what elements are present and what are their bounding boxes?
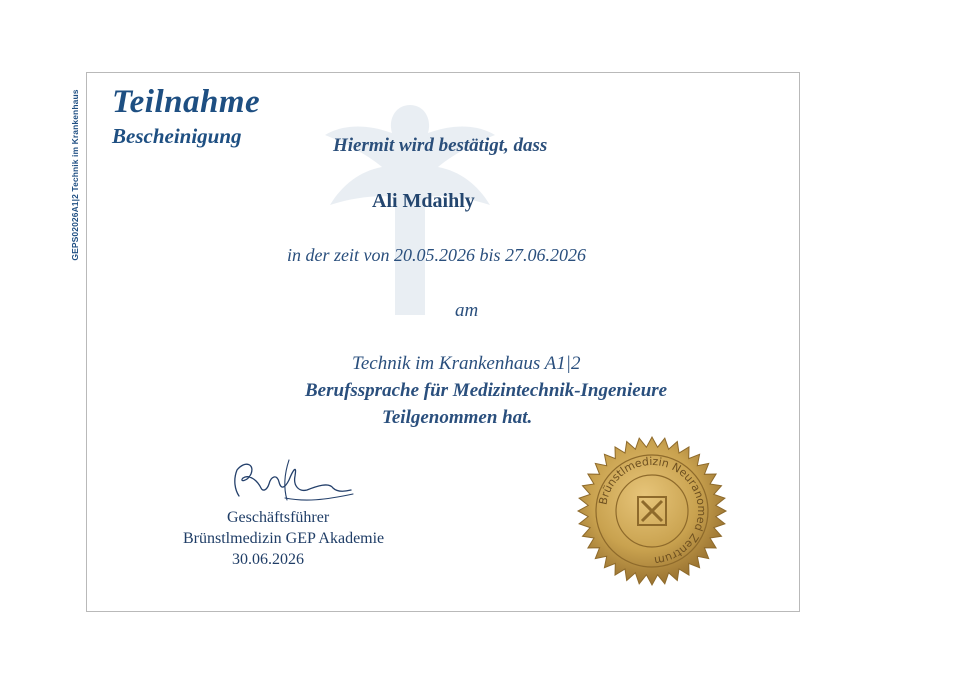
side-code [68,75,82,275]
signature-image [225,452,360,510]
participant-name: Ali Mdaihly [372,190,475,212]
course-subtitle: Berufssprache für Medizintechnik-Ingenieure [305,380,668,401]
signer-role: Geschäftsführer [227,509,330,526]
course-title: Technik im Krankenhaus A1|2 [352,353,581,374]
gold-seal [576,435,728,587]
certificate-title: Teilnahme [112,84,261,120]
course-period: in der zeit von 20.05.2026 bis 27.06.2026 [287,245,586,265]
at-text: am [455,300,479,321]
certificate-subtitle: Bescheinigung [112,124,242,148]
confirmation-text: Hiermit wird bestätigt, dass [333,135,548,156]
completion-text: Teilgenommen hat. [382,407,533,428]
side-code-text: GEPS02026A1|2 Technik im Krankenhaus [70,89,80,261]
seal-text: Brünstlmedizin Neuranomed Zentrum [596,454,709,568]
signer-organization: Brünstlmedizin GEP Akademie [183,530,385,547]
issue-date: 30.06.2026 [232,551,304,568]
